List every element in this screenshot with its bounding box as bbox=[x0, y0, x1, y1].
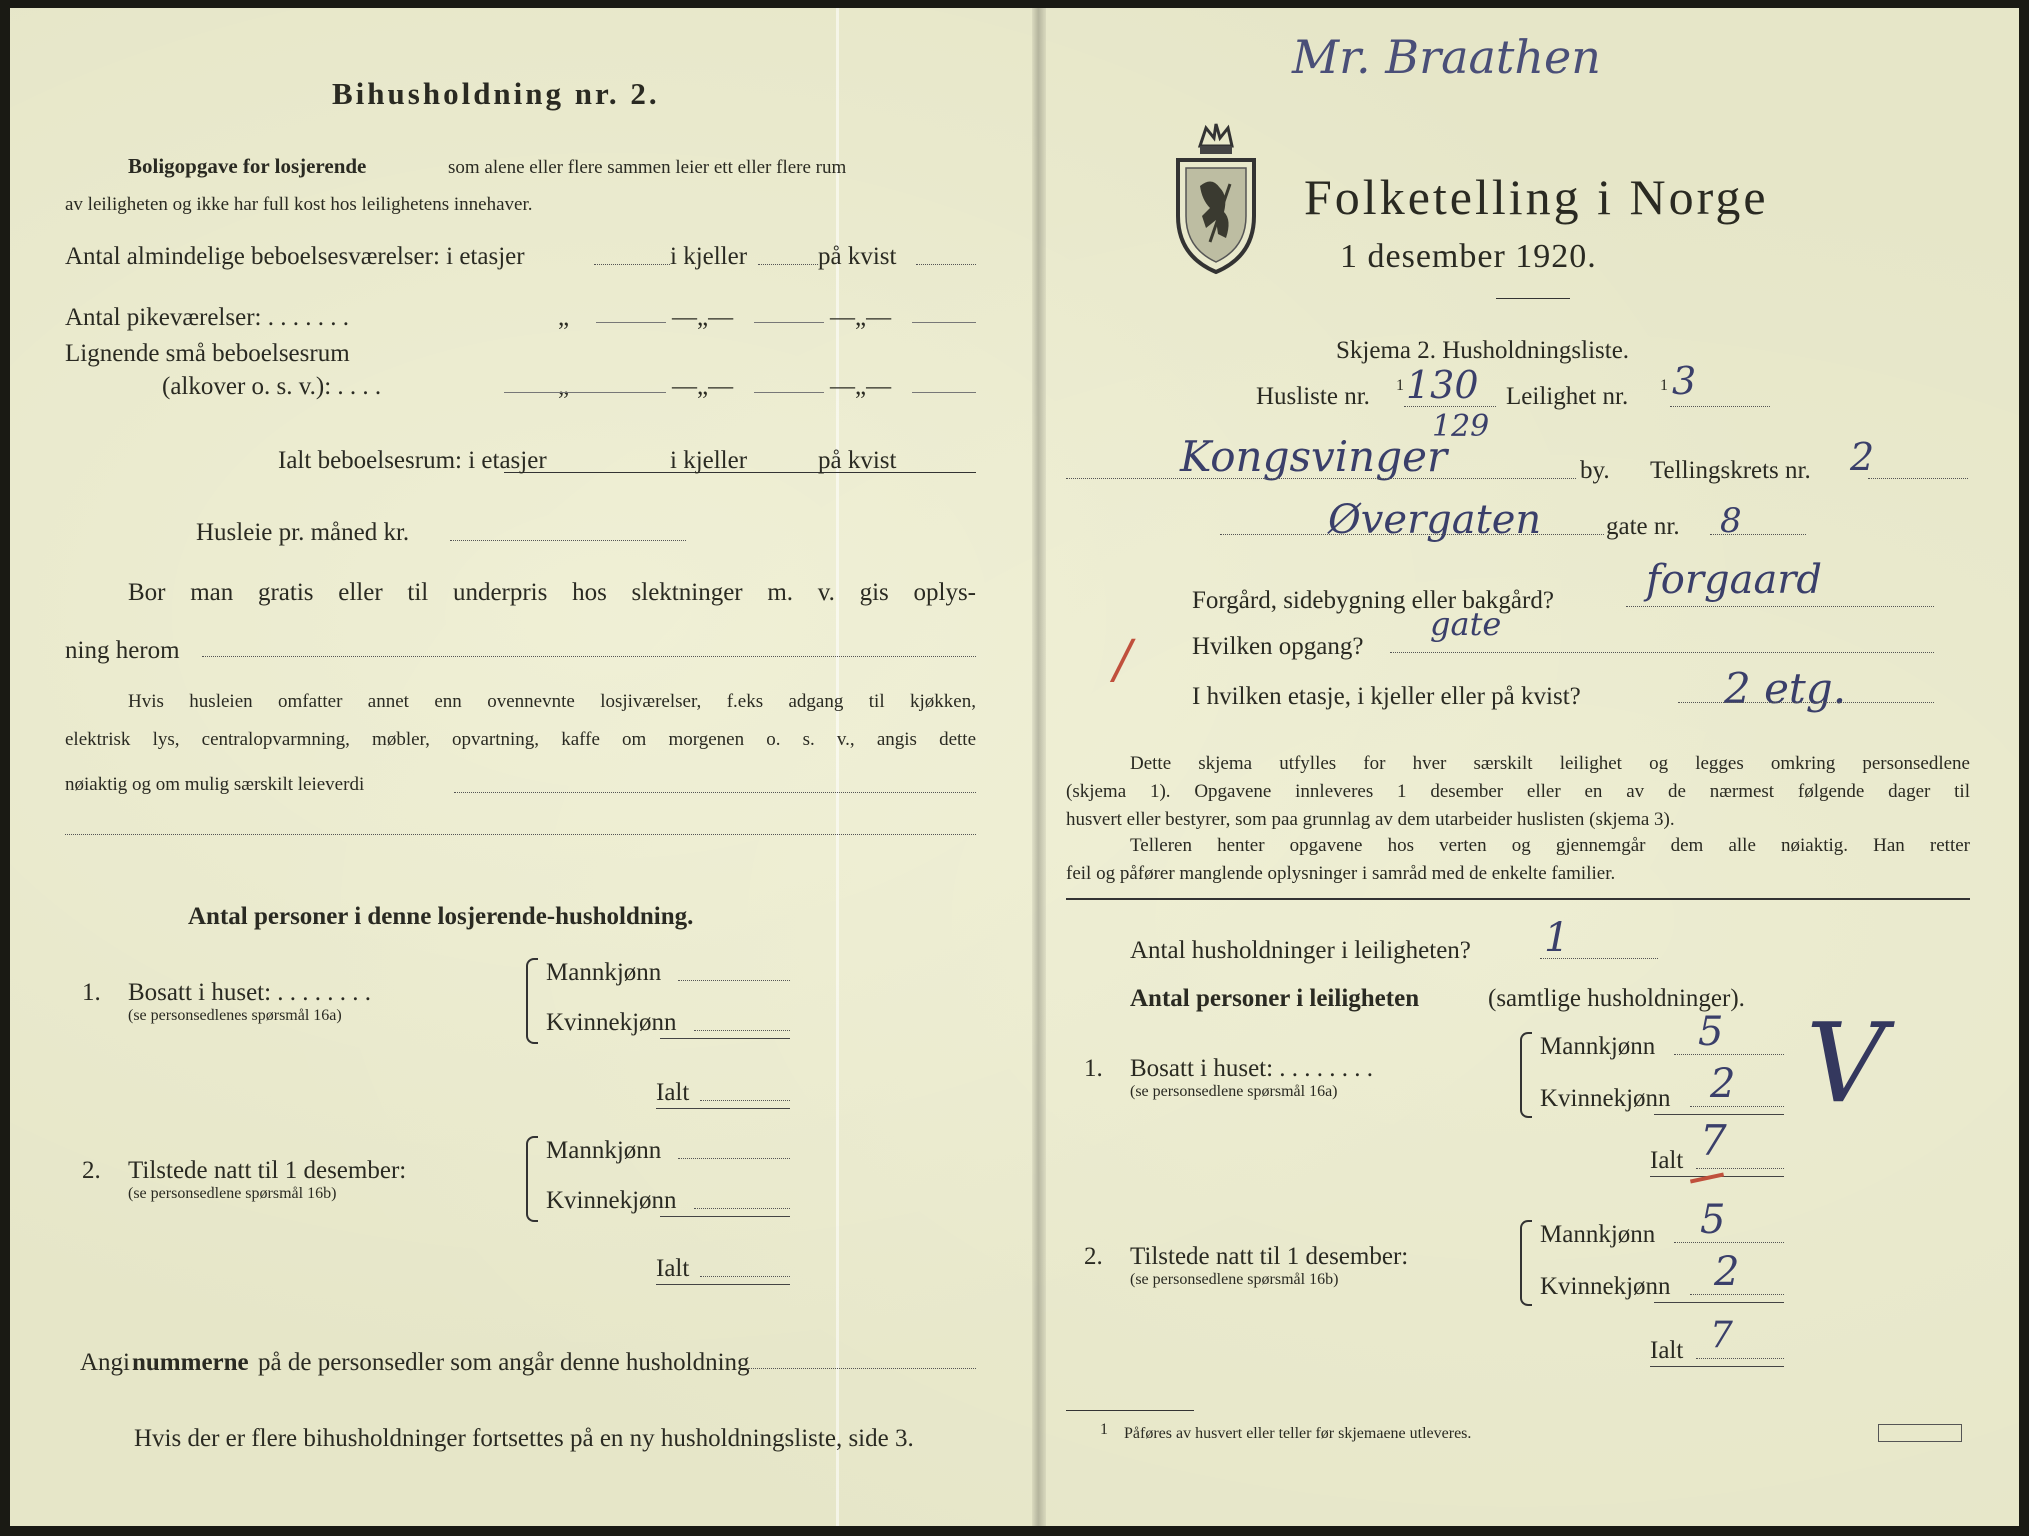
maid-ditto: „ bbox=[558, 304, 570, 331]
rooms-cellar: i kjeller bbox=[670, 243, 748, 270]
maid-line-1[interactable] bbox=[596, 322, 666, 323]
total-rooms-cellar: i kjeller bbox=[670, 447, 748, 474]
rooms-etasje-line[interactable] bbox=[594, 264, 670, 265]
house-list-line[interactable] bbox=[1404, 406, 1496, 407]
right-q2-total-rule bbox=[1650, 1366, 1784, 1367]
right-q1-female-value: 2 bbox=[1710, 1061, 1736, 1107]
right-q1-female-line[interactable] bbox=[1690, 1106, 1784, 1107]
street-label: gate nr. bbox=[1606, 513, 1680, 540]
left-q2-brace bbox=[526, 1136, 538, 1222]
handwritten-name: Mr. Braathen bbox=[1292, 30, 1601, 84]
apartment-value: 3 bbox=[1672, 359, 1697, 403]
right-q2-total-value: 7 bbox=[1710, 1315, 1733, 1356]
left-q1-total-rule bbox=[656, 1108, 790, 1109]
rooms-attic-line[interactable] bbox=[916, 264, 976, 265]
maid-line-2[interactable] bbox=[754, 322, 824, 323]
instr-1: Dette skjema utfylles for hver særskilt leilighet og legges omkring personsedlene bbox=[1130, 753, 1970, 774]
right-q1-female-label: Kvinnekjønn bbox=[1540, 1085, 1671, 1112]
instr-2: (skjema 1). Opgavene innleveres 1 desember eller en av de nærmest følgende dager til bbox=[1066, 781, 1970, 802]
right-q2-total-label: Ialt bbox=[1650, 1337, 1684, 1364]
right-q2-male-line[interactable] bbox=[1674, 1242, 1784, 1243]
rent-label: Husleie pr. måned kr. bbox=[196, 519, 410, 546]
floor-value: 2 etg. bbox=[1724, 664, 1847, 713]
left-q1-rule bbox=[660, 1038, 790, 1039]
right-q1-label: Bosatt i huset: . . . . . . . . bbox=[1130, 1055, 1374, 1082]
maid-ditto-2: —„— bbox=[672, 304, 734, 331]
maid-ditto-3: —„— bbox=[830, 304, 892, 331]
apartment-line[interactable] bbox=[1670, 406, 1770, 407]
left-q1-total-line[interactable] bbox=[700, 1100, 790, 1101]
right-q2-female-value: 2 bbox=[1714, 1249, 1740, 1295]
city-line[interactable] bbox=[1066, 478, 1576, 479]
house-list-footnote: 1 bbox=[1396, 377, 1404, 394]
left-q1-num: 1. bbox=[82, 979, 101, 1006]
norway-coat-of-arms-icon bbox=[1170, 116, 1262, 276]
numbers-line[interactable] bbox=[748, 1368, 976, 1369]
instr-3: husvert eller bestyrer, som paa grunnlag av dem utarbeider huslisten (skjema 3). bbox=[1066, 809, 1675, 830]
right-q1-male-label: Mannkjønn bbox=[1540, 1033, 1656, 1060]
left-q1-brace bbox=[526, 958, 538, 1044]
census-form-sheet bbox=[10, 8, 2019, 1526]
right-q1-rule bbox=[1654, 1114, 1784, 1115]
similar-line-3[interactable] bbox=[912, 392, 976, 393]
floor-line[interactable] bbox=[1678, 702, 1934, 703]
left-q1-ref: (se personsedlenes spørsmål 16a) bbox=[128, 1007, 342, 1024]
left-q1-label: Bosatt i huset: . . . . . . . . bbox=[128, 979, 372, 1006]
right-q2-female-line[interactable] bbox=[1690, 1294, 1784, 1295]
right-persons-heading-rest: (samtlige husholdninger). bbox=[1488, 985, 1745, 1012]
left-q2-total-label: Ialt bbox=[656, 1255, 690, 1282]
yard-label: Forgård, sidebygning eller bakgård? bbox=[1192, 587, 1554, 614]
apartment-label: Leilighet nr. bbox=[1506, 383, 1629, 410]
right-q2-brace bbox=[1520, 1220, 1532, 1306]
free-line1: Bor man gratis eller til underpris hos slektninger m. v. gis oplys- bbox=[128, 579, 976, 606]
left-q2-rule bbox=[660, 1216, 790, 1217]
district-line[interactable] bbox=[1868, 478, 1968, 479]
right-q2-label: Tilstede natt til 1 desember: bbox=[1130, 1243, 1409, 1270]
paper-crease bbox=[836, 8, 839, 1526]
free-line[interactable] bbox=[202, 656, 976, 657]
rent-inc-line[interactable] bbox=[454, 792, 976, 793]
maid-rooms-label: Antal pikeværelser: . . . . . . . bbox=[65, 304, 349, 331]
numbers-post: på de personsedler som angår denne husholdning bbox=[258, 1349, 750, 1376]
right-q2-male-label: Mannkjønn bbox=[1540, 1221, 1656, 1248]
left-q1-male-label: Mannkjønn bbox=[546, 959, 662, 986]
left-q2-female-line[interactable] bbox=[694, 1208, 790, 1209]
right-q1-male-value: 5 bbox=[1698, 1009, 1724, 1055]
left-title: Bihusholdning nr. 2. bbox=[332, 76, 660, 111]
right-q1-brace bbox=[1520, 1032, 1532, 1118]
numbers-bold: nummerne bbox=[132, 1349, 249, 1376]
left-q2-total-line[interactable] bbox=[700, 1276, 790, 1277]
floor-label: I hvilken etasje, i kjeller eller på kvist? bbox=[1192, 683, 1581, 710]
left-q2-male-line[interactable] bbox=[678, 1158, 790, 1159]
right-q2-ref: (se personsedlene spørsmål 16b) bbox=[1130, 1271, 1339, 1288]
house-list-label: Husliste nr. bbox=[1256, 383, 1370, 410]
instr-5: feil og påfører manglende oplysninger i samråd med de enkelte familier. bbox=[1066, 863, 1616, 884]
similar-line-1[interactable] bbox=[504, 392, 666, 393]
entrance-value: gate bbox=[1430, 605, 1502, 643]
similar-line2: (alkover o. s. v.): . . . . bbox=[162, 373, 382, 400]
total-rooms-attic: på kvist bbox=[818, 447, 897, 474]
similar-ditto-2: —„— bbox=[672, 373, 734, 400]
left-q2-ref: (se personsedlene spørsmål 16b) bbox=[128, 1185, 337, 1202]
rent-line[interactable] bbox=[450, 540, 686, 541]
left-q2-num: 2. bbox=[82, 1157, 101, 1184]
rooms-attic: på kvist bbox=[818, 243, 897, 270]
right-q2-num: 2. bbox=[1084, 1243, 1103, 1270]
street-number-line[interactable] bbox=[1710, 534, 1806, 535]
right-q2-rule bbox=[1654, 1302, 1784, 1303]
total-rooms-label: Ialt beboelsesrum: i etasjer bbox=[278, 447, 547, 474]
district-label: Tellingskrets nr. bbox=[1650, 457, 1811, 484]
footnote-rule bbox=[1066, 1410, 1194, 1411]
similar-line-2[interactable] bbox=[754, 392, 824, 393]
similar-ditto: „ bbox=[558, 373, 570, 400]
red-correction-mark bbox=[1690, 1173, 1724, 1184]
households-label: Antal husholdninger i leiligheten? bbox=[1130, 937, 1471, 964]
house-list-corrected: 129 bbox=[1432, 409, 1490, 444]
numbers-pre: Angi bbox=[80, 1349, 130, 1376]
entrance-line[interactable] bbox=[1390, 652, 1934, 653]
schema-label: Skjema 2. Husholdningsliste. bbox=[1336, 337, 1630, 364]
entrance-label: Hvilken opgang? bbox=[1192, 633, 1364, 660]
right-q1-total-line[interactable] bbox=[1696, 1168, 1784, 1169]
left-q2-male-label: Mannkjønn bbox=[546, 1137, 662, 1164]
red-margin-mark: / bbox=[1114, 630, 1132, 690]
rent-inc-1: Hvis husleien omfatter annet enn ovennevnte losjiværelser, f.eks adgang til kjøkken, bbox=[128, 691, 976, 712]
left-q1-female-label: Kvinnekjønn bbox=[546, 1009, 677, 1036]
rooms-cellar-line[interactable] bbox=[758, 264, 818, 265]
street-value: Øvergaten bbox=[1328, 497, 1542, 543]
right-q1-total-label: Ialt bbox=[1650, 1147, 1684, 1174]
intro-bold: Boligopgave for losjerende bbox=[128, 154, 367, 178]
free-line2: ning herom bbox=[65, 637, 180, 664]
left-q1-female-line[interactable] bbox=[694, 1030, 790, 1031]
city-value: Kongsvinger bbox=[1180, 432, 1448, 481]
yard-value: forgaard bbox=[1646, 557, 1823, 603]
city-suffix: by. bbox=[1580, 457, 1610, 484]
rooms-label: Antal almindelige beboelsesværelser: i etasjer bbox=[65, 243, 525, 270]
intro-rest: som alene eller flere sammen leier ett eller flere rum bbox=[448, 157, 847, 178]
printer-stamp bbox=[1878, 1424, 1962, 1442]
footnote-text: Påføres av husvert eller teller før skjemaene utleveres. bbox=[1124, 1425, 1472, 1442]
section-rule bbox=[1066, 898, 1970, 900]
households-value: 1 bbox=[1544, 915, 1570, 961]
right-q1-male-line[interactable] bbox=[1674, 1054, 1784, 1055]
right-q2-female-label: Kvinnekjønn bbox=[1540, 1273, 1671, 1300]
page-fold bbox=[1032, 8, 1046, 1526]
right-title: Folketelling i Norge bbox=[1304, 169, 1769, 225]
street-number: 8 bbox=[1720, 501, 1742, 541]
right-q2-total-line[interactable] bbox=[1696, 1358, 1784, 1359]
rent-inc-3: nøiaktig og om mulig særskilt leieverdi bbox=[65, 774, 365, 795]
left-footer: Hvis der er flere bihusholdninger fortsettes på en ny husholdningsliste, side 3. bbox=[134, 1425, 914, 1452]
left-q2-label: Tilstede natt til 1 desember: bbox=[128, 1157, 407, 1184]
left-q1-male-line[interactable] bbox=[678, 980, 790, 981]
street-line[interactable] bbox=[1220, 534, 1604, 535]
similar-ditto-3: —„— bbox=[830, 373, 892, 400]
left-q2-female-label: Kvinnekjønn bbox=[546, 1187, 677, 1214]
footnote-number: 1 bbox=[1100, 1421, 1108, 1438]
left-persons-heading: Antal personer i denne losjerende-husholdning. bbox=[188, 903, 694, 930]
right-q2-male-value: 5 bbox=[1700, 1197, 1726, 1243]
rent-inc-2: elektrisk lys, centralopvarmning, møbler, opvartning, kaffe om morgenen o. s. v., angis dette bbox=[65, 729, 976, 750]
right-q1-ref: (se personsedlene spørsmål 16a) bbox=[1130, 1083, 1338, 1100]
right-date: 1 desember 1920. bbox=[1340, 238, 1597, 275]
households-line[interactable] bbox=[1540, 958, 1658, 959]
house-list-value: 130 bbox=[1406, 363, 1479, 407]
date-rule bbox=[1496, 298, 1570, 299]
similar-line1: Lignende små beboelsesrum bbox=[65, 340, 350, 367]
check-mark: V bbox=[1806, 999, 1886, 1127]
intro-line2: av leiligheten og ikke har full kost hos leilighetens innehaver. bbox=[65, 194, 533, 215]
maid-line-3[interactable] bbox=[912, 322, 976, 323]
left-q1-total-label: Ialt bbox=[656, 1079, 690, 1106]
right-persons-heading-bold: Antal personer i leiligheten bbox=[1130, 985, 1420, 1012]
apartment-footnote: 1 bbox=[1660, 377, 1668, 394]
rent-inc-line-2[interactable] bbox=[65, 834, 976, 835]
yard-line[interactable] bbox=[1626, 606, 1934, 607]
right-q1-num: 1. bbox=[1084, 1055, 1103, 1082]
district-value: 2 bbox=[1850, 435, 1875, 479]
right-q1-total-value: 7 bbox=[1700, 1116, 1727, 1165]
left-q2-total-rule bbox=[656, 1284, 790, 1285]
instr-4: Telleren henter opgavene hos verten og gjennemgår dem alle nøiaktig. Han retter bbox=[1130, 835, 1970, 856]
